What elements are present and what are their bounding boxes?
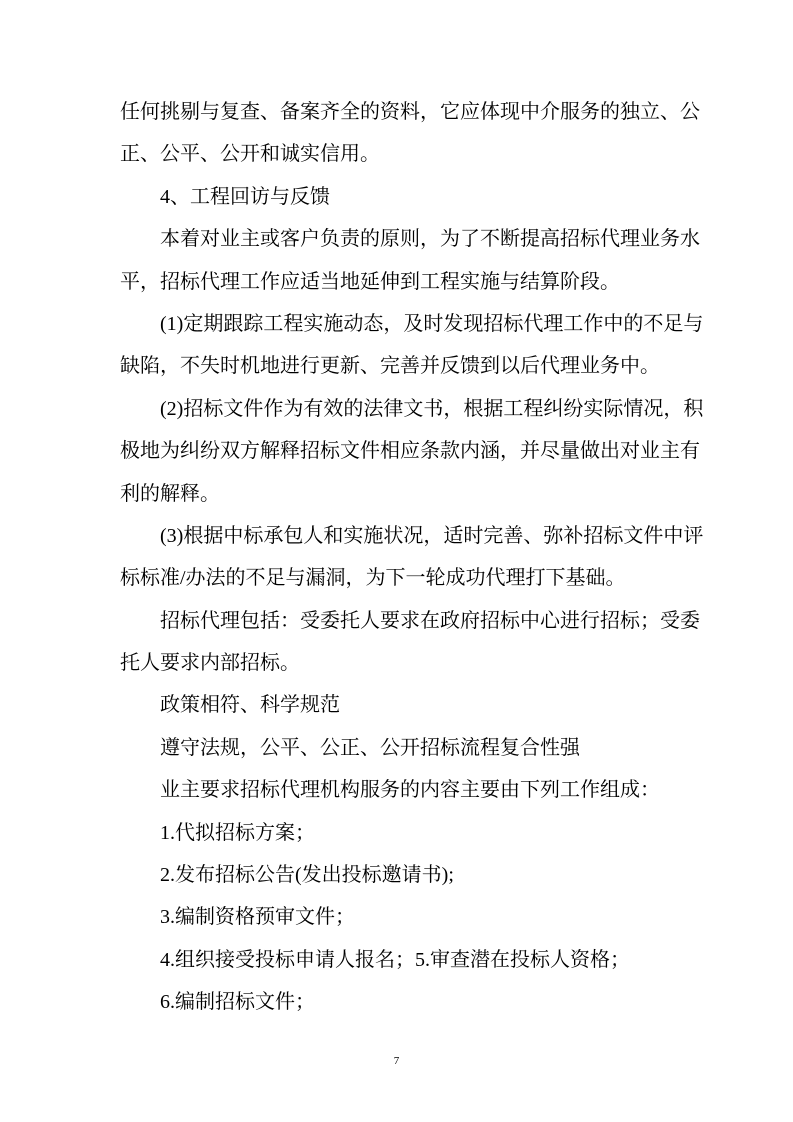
text-line: 业主要求招标代理机构服务的内容主要由下列工作组成： (160, 779, 660, 802)
paragraph (120, 218, 700, 303)
text-line: 标标准/办法的不足与漏洞，为下一轮成功代理打下基础。 (120, 567, 626, 590)
text-line: 4.组织接受投标申请人报名；5.审查潜在投标人资格； (160, 948, 630, 971)
paragraph (120, 303, 704, 388)
text-line: 遵守法规，公平、公正、公开招标流程复合性强 (160, 736, 580, 759)
text-line: 1.代拟招标方案； (160, 821, 315, 844)
text-line: 托人要求内部招标。 (120, 652, 300, 675)
text-line: 招标代理包括：受委托人要求在政府招标中心进行招标；受委 (160, 609, 700, 632)
paragraph (120, 981, 665, 1023)
text-line: 任何挑剔与复查、备案齐全的资料，它应体现中介服务的独立、公 (120, 101, 700, 123)
paragraph (120, 684, 665, 726)
text-line: 极地为纠纷双方解释招标文件相应条款内涵，并尽量做出对业主有 (120, 440, 700, 463)
text-line: 本着对业主或客户负责的原则，为了不断提高招标代理业务水 (160, 228, 700, 251)
paragraph (120, 388, 704, 515)
paragraph (120, 176, 665, 218)
paragraph (120, 854, 665, 896)
text-line: (1)定期跟踪工程实施动态，及时发现招标代理工作中的不足与 (160, 312, 704, 335)
text-line: 平，招标代理工作应适当地延伸到工程实施与结算阶段。 (120, 270, 620, 293)
text-line: 正、公平、公开和诚实信用。 (120, 143, 380, 166)
document-body (120, 91, 704, 1024)
paragraph (120, 600, 700, 685)
text-line: (3)根据中标承包人和实施状况，适时完善、弥补招标文件中评 (160, 524, 704, 547)
text-line: 缺陷，不失时机地进行更新、完善并反馈到以后代理业务中。 (120, 355, 660, 378)
page-number: 7 (393, 1055, 400, 1067)
paragraph (120, 727, 665, 769)
text-line: 利的解释。 (120, 482, 220, 505)
text-line: 3.编制资格预审文件； (160, 906, 355, 929)
paragraph (120, 939, 665, 981)
text-line: 2.发布招标公告(发出投标邀请书); (160, 864, 454, 887)
text-line: 4、工程回访与反馈 (160, 185, 330, 208)
paragraph (120, 769, 665, 811)
paragraph (120, 896, 665, 938)
paragraph (120, 515, 704, 600)
text-line: 6.编制招标文件； (160, 991, 315, 1014)
text-line: 政策相符、科学规范 (160, 694, 340, 717)
text-line: (2)招标文件作为有效的法律文书，根据工程纠纷实际情况，积 (160, 397, 704, 420)
paragraph (120, 812, 665, 854)
paragraph (120, 91, 700, 176)
